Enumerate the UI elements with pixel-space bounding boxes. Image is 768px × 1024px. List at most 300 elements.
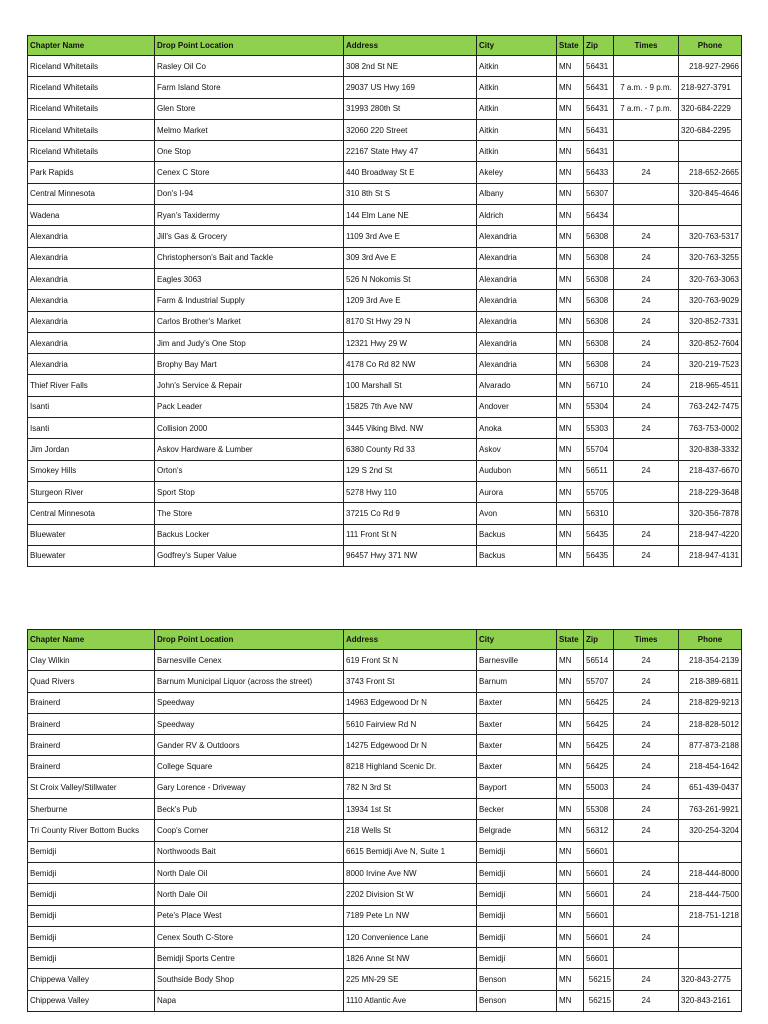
zip-cell: 55707 xyxy=(584,671,614,692)
city-cell: Bemidji xyxy=(477,948,557,969)
zip-cell: 56308 xyxy=(584,268,614,289)
zip-cell: 56710 xyxy=(584,375,614,396)
address-cell: 308 2nd St NE xyxy=(344,56,477,77)
phone-cell: 218-444-8000 xyxy=(679,862,742,883)
phone-cell: 320-356-7878 xyxy=(679,503,742,524)
address-cell: 8170 St Hwy 29 N xyxy=(344,311,477,332)
phone-cell xyxy=(679,205,742,226)
phone-cell: 763-261-9921 xyxy=(679,799,742,820)
drop-point-location-cell: Pete's Place West xyxy=(155,905,344,926)
phone-cell: 320-684-2229 xyxy=(679,98,742,119)
drop-point-location-cell: The Store xyxy=(155,503,344,524)
state-cell: MN xyxy=(557,905,584,926)
city-cell: Bemidji xyxy=(477,841,557,862)
state-cell: MN xyxy=(557,418,584,439)
chapter-name-cell: Riceland Whitetails xyxy=(28,77,155,98)
times-cell: 24 xyxy=(614,862,679,883)
state-cell: MN xyxy=(557,460,584,481)
address-cell: 13934 1st St xyxy=(344,799,477,820)
drop-point-location-cell: College Square xyxy=(155,756,344,777)
chapter-name-cell: Central Minnesota xyxy=(28,503,155,524)
city-cell: Baxter xyxy=(477,692,557,713)
zip-cell: 56310 xyxy=(584,503,614,524)
chapter-name-cell: Thief River Falls xyxy=(28,375,155,396)
table-row xyxy=(28,375,742,396)
times-cell: 24 xyxy=(614,354,679,375)
city-cell: Aitkin xyxy=(477,56,557,77)
phone-cell: 763-242-7475 xyxy=(679,396,742,417)
chapter-name-cell: Brainerd xyxy=(28,735,155,756)
address-cell: 1109 3rd Ave E xyxy=(344,226,477,247)
state-cell: MN xyxy=(557,820,584,841)
city-cell: Backus xyxy=(477,524,557,545)
chapter-name-cell: Bluewater xyxy=(28,545,155,566)
city-cell: Alexandria xyxy=(477,332,557,353)
address-cell: 31993 280th St xyxy=(344,98,477,119)
city-cell: Bemidji xyxy=(477,905,557,926)
zip-cell: 56435 xyxy=(584,545,614,566)
drop-point-location-cell: Beck's Pub xyxy=(155,799,344,820)
zip-cell: 56601 xyxy=(584,884,614,905)
zip-cell: 55303 xyxy=(584,418,614,439)
table-row xyxy=(28,799,742,820)
drop-point-location-cell: Napa xyxy=(155,990,344,1011)
zip-cell: 55704 xyxy=(584,439,614,460)
chapter-name-cell: Alexandria xyxy=(28,247,155,268)
times-cell: 24 xyxy=(614,418,679,439)
city-cell: Aldrich xyxy=(477,205,557,226)
city-cell: Akeley xyxy=(477,162,557,183)
phone-cell xyxy=(679,841,742,862)
phone-cell: 320-254-3204 xyxy=(679,820,742,841)
zip-cell: 56425 xyxy=(584,692,614,713)
state-cell: MN xyxy=(557,671,584,692)
address-cell: 8218 Highland Scenic Dr. xyxy=(344,756,477,777)
phone-cell xyxy=(679,926,742,947)
drop-point-location-cell: Carlos Brother's Market xyxy=(155,311,344,332)
times-cell: 24 xyxy=(614,820,679,841)
state-cell: MN xyxy=(557,799,584,820)
table-body xyxy=(28,56,742,567)
times-cell: 24 xyxy=(614,671,679,692)
city-cell: Baxter xyxy=(477,713,557,734)
city-cell: Alexandria xyxy=(477,226,557,247)
table-row xyxy=(28,777,742,798)
address-cell: 782 N 3rd St xyxy=(344,777,477,798)
phone-cell: 218-829-9213 xyxy=(679,692,742,713)
address-cell: 309 3rd Ave E xyxy=(344,247,477,268)
zip-cell: 56601 xyxy=(584,948,614,969)
zip-cell: 56431 xyxy=(584,56,614,77)
state-cell: MN xyxy=(557,713,584,734)
address-cell: 15825 7th Ave NW xyxy=(344,396,477,417)
state-cell: MN xyxy=(557,481,584,502)
drop-point-table-2 xyxy=(27,629,742,1012)
chapter-name-cell: Alexandria xyxy=(28,354,155,375)
city-cell: Barnesville xyxy=(477,650,557,671)
state-cell: MN xyxy=(557,439,584,460)
times-cell: 24 xyxy=(614,524,679,545)
drop-point-location-cell: Farm & Industrial Supply xyxy=(155,290,344,311)
times-cell: 24 xyxy=(614,926,679,947)
zip-cell: 56215 xyxy=(584,990,614,1011)
zip-cell: 56308 xyxy=(584,354,614,375)
chapter-name-cell: Brainerd xyxy=(28,692,155,713)
phone-cell: 320-763-9029 xyxy=(679,290,742,311)
table-row xyxy=(28,56,742,77)
zip-cell: 56431 xyxy=(584,77,614,98)
city-cell: Aitkin xyxy=(477,77,557,98)
address-cell: 310 8th St S xyxy=(344,183,477,204)
address-cell: 440 Broadway St E xyxy=(344,162,477,183)
table-row xyxy=(28,713,742,734)
phone-cell: 763-753-0002 xyxy=(679,418,742,439)
city-cell: Andover xyxy=(477,396,557,417)
table-row xyxy=(28,141,742,162)
times-cell: 24 xyxy=(614,311,679,332)
column-header-zip: Zip xyxy=(584,630,614,650)
city-cell: Anoka xyxy=(477,418,557,439)
address-cell: 29037 US Hwy 169 xyxy=(344,77,477,98)
address-cell: 14963 Edgewood Dr N xyxy=(344,692,477,713)
times-cell: 24 xyxy=(614,799,679,820)
table-body xyxy=(28,650,742,1012)
state-cell: MN xyxy=(557,98,584,119)
times-cell: 24 xyxy=(614,396,679,417)
state-cell: MN xyxy=(557,332,584,353)
drop-point-table-1 xyxy=(27,35,742,567)
table-row xyxy=(28,756,742,777)
chapter-name-cell: Central Minnesota xyxy=(28,183,155,204)
zip-cell: 56308 xyxy=(584,290,614,311)
city-cell: Baxter xyxy=(477,735,557,756)
zip-cell: 56425 xyxy=(584,735,614,756)
drop-point-location-cell: One Stop xyxy=(155,141,344,162)
chapter-name-cell: Quad Rivers xyxy=(28,671,155,692)
chapter-name-cell: Jim Jordan xyxy=(28,439,155,460)
table-row xyxy=(28,418,742,439)
city-cell: Alvarado xyxy=(477,375,557,396)
phone-cell: 320-838-3332 xyxy=(679,439,742,460)
city-cell: Avon xyxy=(477,503,557,524)
address-cell: 6615 Bemidji Ave N, Suite 1 xyxy=(344,841,477,862)
times-cell: 24 xyxy=(614,735,679,756)
phone-cell: 218-927-3791 xyxy=(679,77,742,98)
zip-cell: 56601 xyxy=(584,841,614,862)
phone-cell: 218-828-5012 xyxy=(679,713,742,734)
table-row xyxy=(28,98,742,119)
phone-cell: 320-219-7523 xyxy=(679,354,742,375)
zip-cell: 56431 xyxy=(584,119,614,140)
phone-cell: 218-454-1642 xyxy=(679,756,742,777)
state-cell: MN xyxy=(557,268,584,289)
phone-cell: 218-229-3648 xyxy=(679,481,742,502)
column-header-times: Times xyxy=(614,630,679,650)
address-cell: 144 Elm Lane NE xyxy=(344,205,477,226)
chapter-name-cell: Bemidji xyxy=(28,905,155,926)
times-cell xyxy=(614,948,679,969)
address-cell: 526 N Nokomis St xyxy=(344,268,477,289)
times-cell: 24 xyxy=(614,713,679,734)
zip-cell: 56308 xyxy=(584,332,614,353)
table-row xyxy=(28,77,742,98)
chapter-name-cell: Sturgeon River xyxy=(28,481,155,502)
chapter-name-cell: Park Rapids xyxy=(28,162,155,183)
drop-point-location-cell: Gary Lorence - Driveway xyxy=(155,777,344,798)
times-cell: 24 xyxy=(614,247,679,268)
address-cell: 4178 Co Rd 82 NW xyxy=(344,354,477,375)
address-cell: 218 Wells St xyxy=(344,820,477,841)
city-cell: Alexandria xyxy=(477,247,557,268)
phone-cell: 320-843-2161 xyxy=(679,990,742,1011)
city-cell: Becker xyxy=(477,799,557,820)
chapter-name-cell: Alexandria xyxy=(28,311,155,332)
drop-point-location-cell: North Dale Oil xyxy=(155,862,344,883)
zip-cell: 56308 xyxy=(584,226,614,247)
zip-cell: 56434 xyxy=(584,205,614,226)
city-cell: Aitkin xyxy=(477,98,557,119)
chapter-name-cell: Bluewater xyxy=(28,524,155,545)
drop-point-location-cell: Eagles 3063 xyxy=(155,268,344,289)
address-cell: 2202 Division St W xyxy=(344,884,477,905)
drop-point-location-cell: Barnum Municipal Liquor (across the street) xyxy=(155,671,344,692)
zip-cell: 56425 xyxy=(584,756,614,777)
address-cell: 22167 State Hwy 47 xyxy=(344,141,477,162)
drop-point-location-cell: Farm Island Store xyxy=(155,77,344,98)
state-cell: MN xyxy=(557,183,584,204)
city-cell: Benson xyxy=(477,990,557,1011)
table-row xyxy=(28,268,742,289)
table-row xyxy=(28,671,742,692)
state-cell: MN xyxy=(557,926,584,947)
phone-cell: 320-684-2295 xyxy=(679,119,742,140)
chapter-name-cell: Alexandria xyxy=(28,226,155,247)
column-header-city: City xyxy=(477,36,557,56)
chapter-name-cell: Bemidji xyxy=(28,841,155,862)
table-row xyxy=(28,439,742,460)
times-cell xyxy=(614,205,679,226)
state-cell: MN xyxy=(557,545,584,566)
state-cell: MN xyxy=(557,884,584,905)
phone-cell xyxy=(679,141,742,162)
chapter-name-cell: Isanti xyxy=(28,396,155,417)
drop-point-location-cell: Barnesville Cenex xyxy=(155,650,344,671)
times-cell: 24 xyxy=(614,650,679,671)
column-header-state: State xyxy=(557,36,584,56)
state-cell: MN xyxy=(557,756,584,777)
drop-point-location-cell: Jim and Judy's One Stop xyxy=(155,332,344,353)
zip-cell: 56431 xyxy=(584,98,614,119)
drop-point-location-cell: Cenex South C-Store xyxy=(155,926,344,947)
state-cell: MN xyxy=(557,205,584,226)
phone-cell: 218-947-4220 xyxy=(679,524,742,545)
state-cell: MN xyxy=(557,503,584,524)
table-row xyxy=(28,884,742,905)
times-cell: 24 xyxy=(614,332,679,353)
zip-cell: 56433 xyxy=(584,162,614,183)
drop-point-location-cell: Bemidji Sports Centre xyxy=(155,948,344,969)
times-cell xyxy=(614,503,679,524)
chapter-name-cell: Brainerd xyxy=(28,756,155,777)
zip-cell: 56431 xyxy=(584,141,614,162)
phone-cell: 218-444-7500 xyxy=(679,884,742,905)
state-cell: MN xyxy=(557,56,584,77)
times-cell xyxy=(614,119,679,140)
column-header-chapter-name: Chapter Name xyxy=(28,630,155,650)
times-cell: 24 xyxy=(614,226,679,247)
times-cell: 7 a.m. - 9 p.m. xyxy=(614,77,679,98)
column-header-phone: Phone xyxy=(679,36,742,56)
state-cell: MN xyxy=(557,777,584,798)
city-cell: Audubon xyxy=(477,460,557,481)
chapter-name-cell: Isanti xyxy=(28,418,155,439)
table-row xyxy=(28,735,742,756)
phone-cell: 320-852-7331 xyxy=(679,311,742,332)
state-cell: MN xyxy=(557,692,584,713)
address-cell: 37215 Co Rd 9 xyxy=(344,503,477,524)
column-header-drop-point-location: Drop Point Location xyxy=(155,36,344,56)
column-header-zip: Zip xyxy=(584,36,614,56)
chapter-name-cell: Tri County River Bottom Bucks xyxy=(28,820,155,841)
phone-cell: 877-873-2188 xyxy=(679,735,742,756)
table-row xyxy=(28,926,742,947)
phone-cell: 218-354-2139 xyxy=(679,650,742,671)
chapter-name-cell: Riceland Whitetails xyxy=(28,141,155,162)
address-cell: 1826 Anne St NW xyxy=(344,948,477,969)
chapter-name-cell: Bemidji xyxy=(28,926,155,947)
table-row xyxy=(28,119,742,140)
phone-cell: 218-389-6811 xyxy=(679,671,742,692)
times-cell: 24 xyxy=(614,375,679,396)
table-header-row xyxy=(28,630,742,650)
drop-point-location-cell: Speedway xyxy=(155,713,344,734)
drop-point-location-cell: Backus Locker xyxy=(155,524,344,545)
state-cell: MN xyxy=(557,524,584,545)
times-cell xyxy=(614,481,679,502)
drop-point-location-cell: Northwoods Bait xyxy=(155,841,344,862)
table-row xyxy=(28,247,742,268)
phone-cell: 320-845-4646 xyxy=(679,183,742,204)
drop-point-location-cell: Pack Leader xyxy=(155,396,344,417)
table-row xyxy=(28,503,742,524)
chapter-name-cell: Alexandria xyxy=(28,290,155,311)
table-row xyxy=(28,969,742,990)
column-header-drop-point-location: Drop Point Location xyxy=(155,630,344,650)
state-cell: MN xyxy=(557,841,584,862)
table-row xyxy=(28,948,742,969)
times-cell: 24 xyxy=(614,162,679,183)
address-cell: 100 Marshall St xyxy=(344,375,477,396)
state-cell: MN xyxy=(557,396,584,417)
column-header-phone: Phone xyxy=(679,630,742,650)
city-cell: Bayport xyxy=(477,777,557,798)
table-row xyxy=(28,650,742,671)
times-cell: 24 xyxy=(614,692,679,713)
drop-point-location-cell: Brophy Bay Mart xyxy=(155,354,344,375)
drop-point-location-cell: Cenex C Store xyxy=(155,162,344,183)
state-cell: MN xyxy=(557,247,584,268)
chapter-name-cell: Bemidji xyxy=(28,862,155,883)
state-cell: MN xyxy=(557,162,584,183)
address-cell: 3445 Viking Blvd. NW xyxy=(344,418,477,439)
drop-point-location-cell: Ryan's Taxidermy xyxy=(155,205,344,226)
phone-cell: 320-763-3063 xyxy=(679,268,742,289)
state-cell: MN xyxy=(557,735,584,756)
times-cell: 24 xyxy=(614,460,679,481)
drop-point-location-cell: North Dale Oil xyxy=(155,884,344,905)
chapter-name-cell: Clay Wilkin xyxy=(28,650,155,671)
state-cell: MN xyxy=(557,948,584,969)
phone-cell: 320-763-5317 xyxy=(679,226,742,247)
city-cell: Alexandria xyxy=(477,290,557,311)
table-row xyxy=(28,841,742,862)
address-cell: 619 Front St N xyxy=(344,650,477,671)
city-cell: Albany xyxy=(477,183,557,204)
table-row xyxy=(28,545,742,566)
zip-cell: 56308 xyxy=(584,311,614,332)
times-cell xyxy=(614,439,679,460)
address-cell: 120 Convenience Lane xyxy=(344,926,477,947)
times-cell: 24 xyxy=(614,990,679,1011)
zip-cell: 55308 xyxy=(584,799,614,820)
zip-cell: 56312 xyxy=(584,820,614,841)
drop-point-location-cell: Glen Store xyxy=(155,98,344,119)
city-cell: Belgrade xyxy=(477,820,557,841)
chapter-name-cell: Riceland Whitetails xyxy=(28,56,155,77)
column-header-state: State xyxy=(557,630,584,650)
column-header-chapter-name: Chapter Name xyxy=(28,36,155,56)
city-cell: Bemidji xyxy=(477,884,557,905)
city-cell: Aitkin xyxy=(477,141,557,162)
state-cell: MN xyxy=(557,290,584,311)
drop-point-location-cell: Sport Stop xyxy=(155,481,344,502)
city-cell: Backus xyxy=(477,545,557,566)
chapter-name-cell: Chippewa Valley xyxy=(28,969,155,990)
times-cell xyxy=(614,841,679,862)
address-cell: 3743 Front St xyxy=(344,671,477,692)
state-cell: MN xyxy=(557,969,584,990)
city-cell: Aitkin xyxy=(477,119,557,140)
zip-cell: 56511 xyxy=(584,460,614,481)
column-header-address: Address xyxy=(344,630,477,650)
table-row xyxy=(28,524,742,545)
state-cell: MN xyxy=(557,862,584,883)
chapter-name-cell: Alexandria xyxy=(28,268,155,289)
drop-point-location-cell: Orton's xyxy=(155,460,344,481)
chapter-name-cell: Brainerd xyxy=(28,713,155,734)
table-row xyxy=(28,226,742,247)
table-header-row xyxy=(28,36,742,56)
state-cell: MN xyxy=(557,375,584,396)
chapter-name-cell: Riceland Whitetails xyxy=(28,119,155,140)
table-row xyxy=(28,311,742,332)
times-cell: 24 xyxy=(614,969,679,990)
phone-cell: 218-927-2966 xyxy=(679,56,742,77)
state-cell: MN xyxy=(557,354,584,375)
chapter-name-cell: St Croix Valley/Stillwater xyxy=(28,777,155,798)
phone-cell: 218-652-2665 xyxy=(679,162,742,183)
times-cell xyxy=(614,905,679,926)
chapter-name-cell: Alexandria xyxy=(28,332,155,353)
drop-point-location-cell: Southside Body Shop xyxy=(155,969,344,990)
state-cell: MN xyxy=(557,77,584,98)
table-row xyxy=(28,692,742,713)
table-row xyxy=(28,990,742,1011)
address-cell: 96457 Hwy 371 NW xyxy=(344,545,477,566)
chapter-name-cell: Sherburne xyxy=(28,799,155,820)
table-row xyxy=(28,396,742,417)
address-cell: 5610 Fairview Rd N xyxy=(344,713,477,734)
